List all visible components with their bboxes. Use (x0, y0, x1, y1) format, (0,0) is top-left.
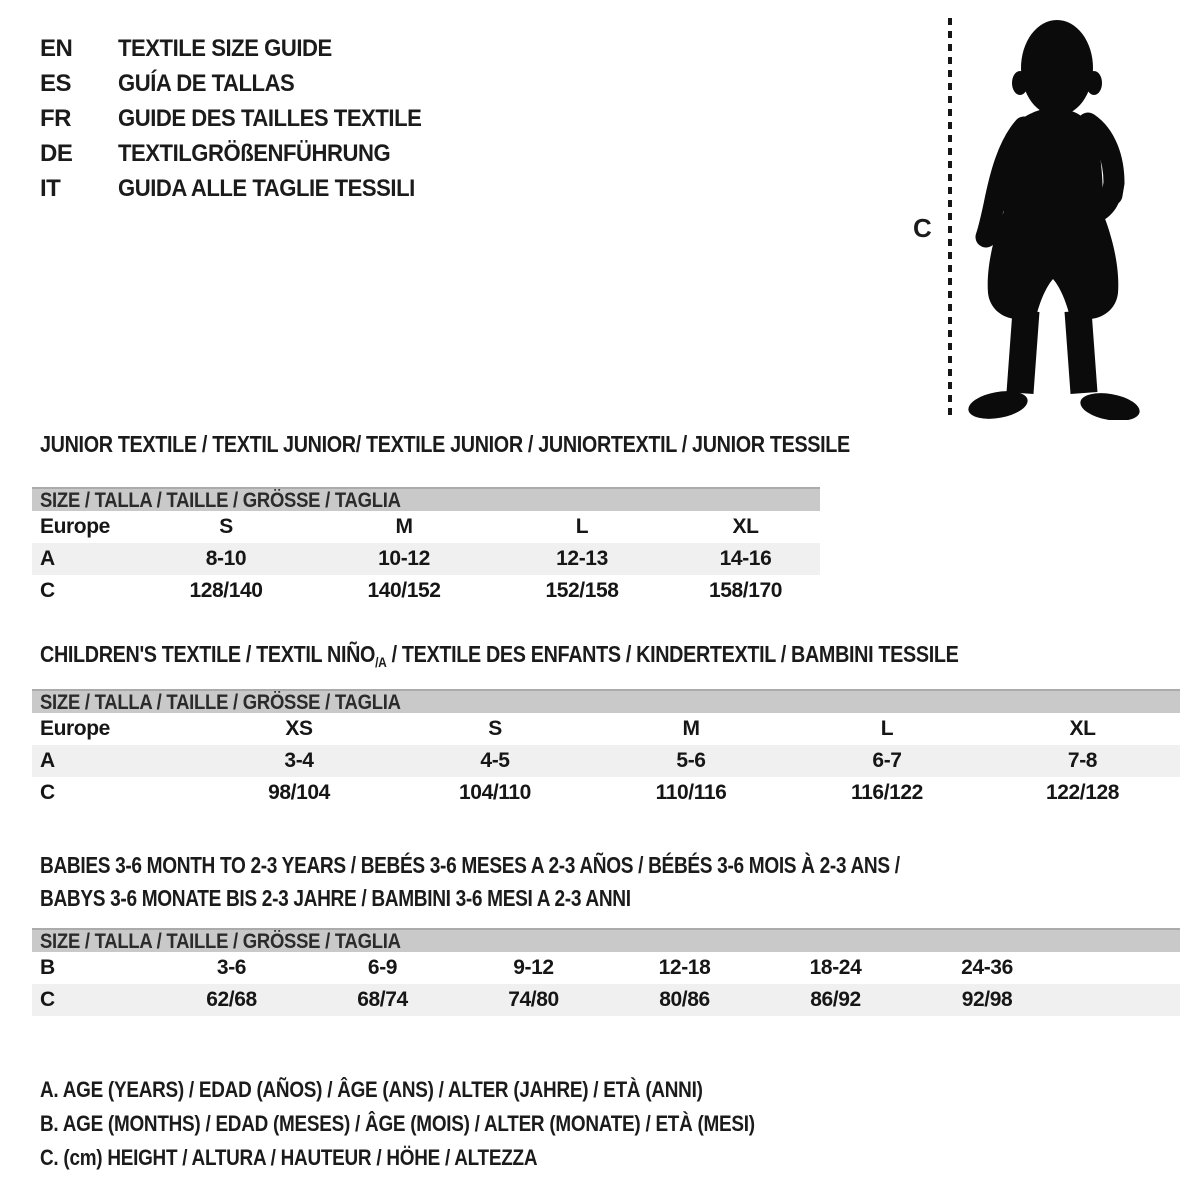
babies-size-table (32, 928, 1180, 1016)
size-cell: M (682, 717, 700, 740)
babies-section-title (40, 849, 900, 915)
legend-line-c: C. (cm) HEIGHT / ALTURA / HAUTEUR / HÖHE / ALTEZZA (40, 1145, 538, 1170)
row-label-cell: A (32, 543, 137, 575)
size-cell: M (395, 515, 413, 538)
babies-title-line2: BABYS 3-6 MONATE BIS 2-3 JAHRE / BAMBINI 3-6 MESI A 2-3 ANNI (40, 885, 631, 911)
table-row (32, 777, 1180, 809)
size-cell: XS (285, 717, 313, 740)
language-title: GUIDE DES TAILLES TEXTILE (118, 105, 422, 132)
size-cell: 4-5 (397, 745, 593, 777)
size-cell: 80/86 (609, 984, 760, 1016)
language-row (40, 31, 448, 66)
junior-section-title: JUNIOR TEXTILE / TEXTIL JUNIOR/ TEXTILE JUNIOR / JUNIORTEXTIL / JUNIOR TESSILE (40, 431, 850, 457)
size-cell: 122/128 (1045, 781, 1120, 804)
size-cell: XL (1069, 717, 1096, 740)
junior-size-table (32, 487, 820, 607)
size-cell: 24-36 (961, 956, 1013, 979)
size-cell: 6-9 (367, 956, 398, 979)
table-row (32, 543, 820, 575)
size-cell: 104/110 (459, 781, 531, 804)
row-label-cell: Europe (40, 717, 110, 740)
size-cell: 3-4 (201, 745, 397, 777)
size-cell: 116/122 (851, 781, 923, 804)
size-cell: 110/116 (655, 781, 727, 804)
size-cell: 86/92 (760, 984, 911, 1016)
language-row (40, 66, 448, 101)
size-cell: L (880, 717, 894, 740)
language-code: IT (40, 175, 61, 202)
language-title: TEXTILGRÖßENFÜHRUNG (118, 140, 391, 167)
language-list (40, 31, 448, 206)
row-label-cell: B (40, 956, 55, 979)
spacer-cell (1063, 952, 1180, 984)
size-cell: 140/152 (367, 579, 441, 602)
size-cell: 74/80 (458, 984, 609, 1016)
size-cell: 5-6 (593, 745, 789, 777)
size-cell: 12-13 (493, 543, 671, 575)
spacer-cell (1063, 984, 1180, 1016)
language-code: ES (40, 70, 72, 97)
children-section-title (40, 641, 958, 670)
measurement-legend (40, 1073, 755, 1175)
size-header-label: SIZE / TALLA / TAILLE / GRÖSSE / TAGLIA (40, 489, 401, 512)
table-row (32, 984, 1180, 1016)
size-cell: 14-16 (671, 543, 820, 575)
language-title: GUÍA DE TALLAS (118, 70, 295, 97)
table-row (32, 575, 820, 607)
size-cell: 92/98 (911, 984, 1063, 1016)
height-dashed-line (948, 18, 952, 415)
size-cell: 18-24 (809, 956, 862, 979)
size-cell: 128/140 (189, 579, 263, 602)
language-code: FR (40, 105, 71, 132)
language-row (40, 101, 448, 136)
size-cell: L (575, 515, 589, 538)
size-header-bar (32, 928, 1180, 952)
children-title-subscript: /A (375, 654, 387, 670)
language-title: GUIDA ALLE TAGLIE TESSILI (118, 175, 415, 202)
babies-title-line1: BABIES 3-6 MONTH TO 2-3 YEARS / BEBÉS 3-6 MESES A 2-3 AÑOS / BÉBÉS 3-6 MOIS À 2-3 ANS / (40, 852, 900, 878)
table-row (32, 511, 820, 543)
size-cell: 158/170 (708, 579, 783, 602)
size-cell: 8-10 (137, 543, 315, 575)
size-cell: 9-12 (513, 956, 554, 979)
height-measure-label: C (913, 213, 932, 243)
language-row (40, 136, 448, 171)
size-cell: S (219, 515, 233, 538)
size-cell: 152/158 (545, 579, 619, 602)
size-cell: 12-18 (658, 956, 711, 979)
size-cell: 10-12 (315, 543, 493, 575)
language-row (40, 171, 448, 206)
size-cell: XL (732, 515, 759, 538)
size-header-label: SIZE / TALLA / TAILLE / GRÖSSE / TAGLIA (40, 930, 401, 953)
row-label-cell: Europe (40, 515, 110, 538)
table-row (32, 713, 1180, 745)
size-cell: 3-6 (216, 956, 247, 979)
size-cell: 68/74 (307, 984, 458, 1016)
size-header-bar (32, 689, 1180, 713)
language-code: DE (40, 140, 73, 167)
size-header-bar (32, 487, 820, 511)
legend-line-b: B. AGE (MONTHS) / EDAD (MESES) / ÂGE (MOIS) / ALTER (MONATE) / ETÀ (MESI) (40, 1111, 755, 1136)
children-title-text: / TEXTILE DES ENFANTS / KINDERTEXTIL / BAMBINI TESSILE (386, 641, 959, 667)
size-cell: 62/68 (156, 984, 307, 1016)
size-cell: 7-8 (985, 745, 1180, 777)
table-row (32, 745, 1180, 777)
row-label-cell: C (40, 579, 55, 602)
toddler-silhouette-icon (962, 15, 1142, 420)
language-code: EN (40, 35, 73, 62)
row-label-cell: C (40, 781, 55, 804)
children-size-table (32, 689, 1180, 809)
size-cell: 6-7 (789, 745, 985, 777)
size-cell: 98/104 (268, 781, 330, 804)
toddler-silhouette (962, 15, 1142, 420)
legend-line-a: A. AGE (YEARS) / EDAD (AÑOS) / ÂGE (ANS) / ALTER (JAHRE) / ETÀ (ANNI) (40, 1077, 703, 1102)
row-label-cell: C (32, 984, 156, 1016)
row-label-cell: A (32, 745, 201, 777)
table-row (32, 952, 1180, 984)
children-title-text: CHILDREN'S TEXTILE / TEXTIL NIÑO (40, 641, 376, 667)
size-cell: S (488, 717, 502, 740)
size-header-label: SIZE / TALLA / TAILLE / GRÖSSE / TAGLIA (40, 691, 401, 714)
language-title: TEXTILE SIZE GUIDE (118, 35, 332, 62)
